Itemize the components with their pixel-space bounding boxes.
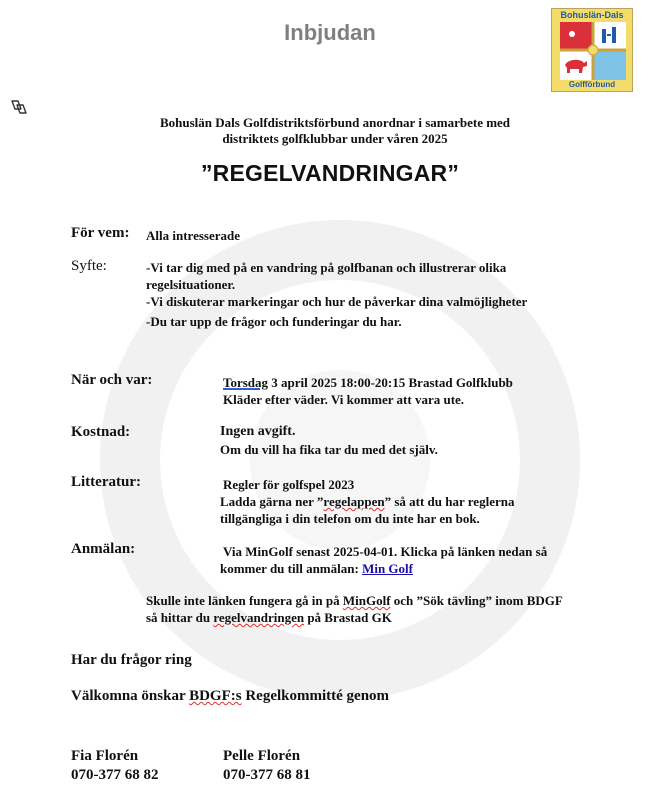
min-golf-link[interactable]: Min Golf	[362, 561, 413, 576]
litteratur-label: Litteratur:	[71, 474, 141, 490]
copilot-icon[interactable]	[8, 98, 30, 116]
anmalan-label: Anmälan:	[71, 541, 136, 557]
event-day: Torsdag	[223, 375, 269, 390]
syfte-line: -Du tar upp de frågor och funderingar du har.	[146, 314, 402, 329]
contact-pelle	[223, 747, 311, 785]
questions-text: Har du frågor ring	[71, 652, 192, 668]
fallback-text-part: på Brastad GK	[304, 610, 392, 625]
syfte-label: Syfte:	[71, 258, 107, 274]
litteratur-text	[220, 476, 630, 527]
regelvandringen-word: regelvandringen	[213, 610, 305, 625]
district-logo	[551, 8, 633, 92]
anmalan-text	[220, 543, 630, 577]
contact-name: Fia Florén	[71, 748, 139, 764]
fallback-text-part: Skulle inte länken fungera gå in på	[146, 593, 343, 608]
for-vem-label: För vem:	[71, 225, 130, 241]
kostnad-value: Ingen avgift.	[220, 424, 296, 439]
nar-och-var-text	[223, 374, 623, 408]
litteratur-book: Regler för golfspel 2023	[223, 477, 355, 492]
kostnad-note: Om du vill ha fika tar du med det själv.	[220, 442, 438, 457]
regelappen-word: regelappen	[323, 494, 385, 509]
mingolf-word: MinGolf	[342, 593, 391, 608]
intro-text	[120, 115, 550, 147]
syfte-line: regelsituationer.	[146, 277, 236, 292]
fallback-text-part: så hittar du	[146, 610, 214, 625]
litteratur-line-3: tillgängliga i din telefon om du inte har en bok.	[220, 511, 480, 526]
intro-line-2: distriktets golfklubbar under våren 2025	[222, 131, 448, 146]
contact-name: Pelle Florén	[223, 748, 301, 764]
syfte-line: -Vi tar dig med på en vandring på golfbanan och illustrerar olika	[146, 260, 507, 275]
contact-phone: 070-377 68 81	[223, 767, 311, 783]
litteratur-text-part: ” så att du har reglerna	[384, 494, 515, 509]
event-clothing: Kläder efter väder. Vi kommer att vara ute.	[223, 392, 465, 407]
page-title: Inbjudan	[284, 20, 376, 45]
anmalan-line-1: Via MinGolf senast 2025-04-01. Klicka på länken nedan så	[223, 544, 548, 559]
logo-text-bottom: Golfförbund	[568, 80, 616, 89]
kostnad-label: Kostnad:	[71, 424, 131, 440]
intro-line-1: Bohuslän Dals Golfdistriktsförbund anordnar i samarbete med	[159, 115, 511, 130]
fallback-text	[146, 592, 616, 626]
syfte-text	[146, 259, 586, 330]
bdgf-word: BDGF:s	[189, 688, 242, 704]
contact-fia	[71, 747, 159, 785]
event-title: ”REGELVANDRINGAR”	[200, 160, 460, 186]
welcome-part: Välkomna önskar	[71, 688, 190, 704]
welcome-text	[71, 688, 389, 705]
contact-phone: 070-377 68 82	[71, 767, 159, 783]
event-date-place: 3 april 2025 18:00-20:15 Brastad Golfklubb	[268, 375, 513, 390]
fallback-text-part: och ”Sök tävling” inom BDGF	[390, 593, 563, 608]
for-vem-value: Alla intresserade	[146, 228, 240, 243]
litteratur-text-part: Ladda gärna ner ”	[220, 494, 324, 509]
syfte-line: -Vi diskuterar markeringar och hur de påverkar dina valmöjligheter	[146, 294, 528, 309]
anmalan-line-2: kommer du till anmälan:	[220, 561, 363, 576]
welcome-part: Regelkommitté genom	[241, 688, 390, 704]
logo-text-top: Bohuslän-Dals	[560, 10, 624, 20]
nar-och-var-label: När och var:	[71, 372, 153, 388]
